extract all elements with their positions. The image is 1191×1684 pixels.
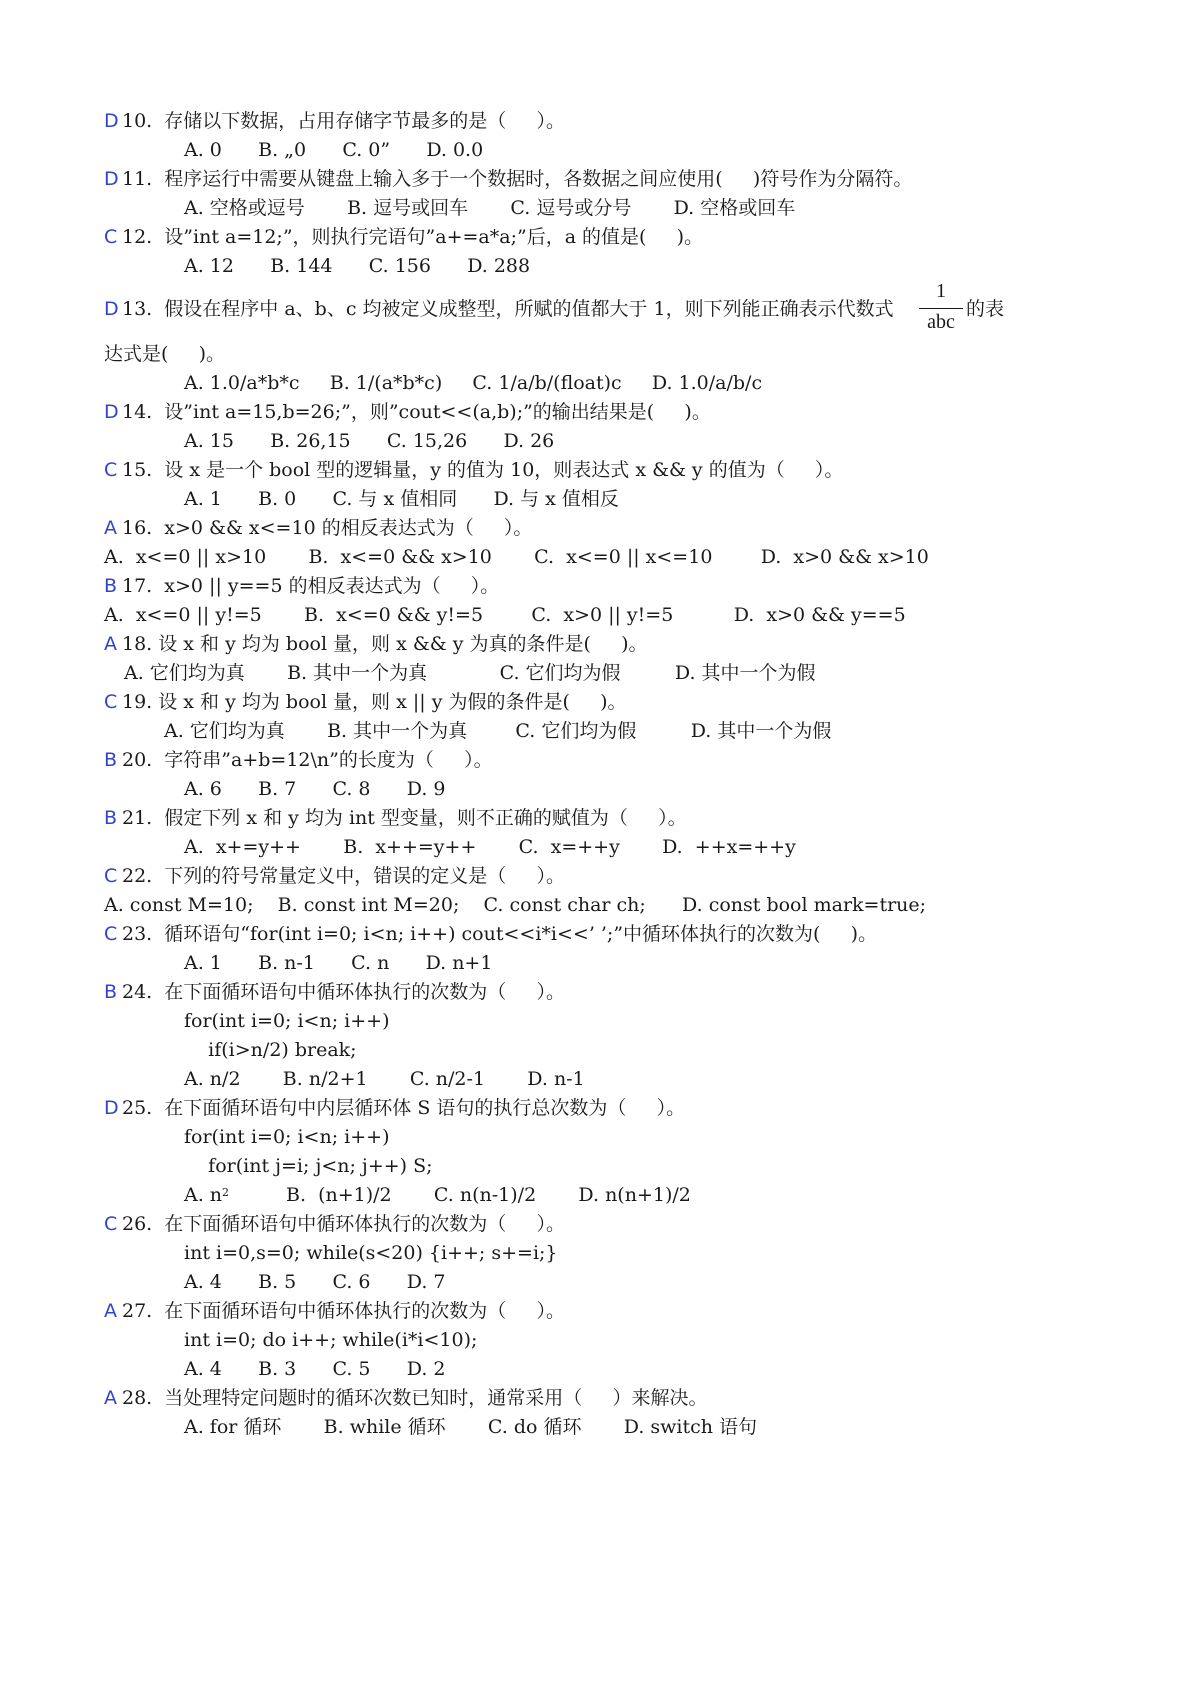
question-options: A. 空格或逗号 B. 逗号或回车 C. 逗号或分号 D. 空格或回车 [184, 197, 796, 219]
answer-key: C [104, 865, 118, 887]
question-options: A. x<=0 || x>10 B. x<=0 && x>10 C. x<=0 || x<=10 D. x>0 && x>10 [104, 546, 929, 568]
question-options: A. 0 B. „0 C. 0” D. 0.0 [184, 139, 484, 161]
fraction-numerator: 1 [936, 280, 946, 302]
answer-key: D [104, 110, 119, 132]
question-options: A. 1 B. 0 C. 与 x 值相同 D. 与 x 值相反 [184, 488, 619, 510]
answer-key: B [104, 575, 118, 597]
question-options: A. 4 B. 5 C. 6 D. 7 [184, 1271, 446, 1293]
question-stem: 17. x>0 || y==5 的相反表达式为（ ）。 [122, 575, 500, 597]
answer-key: C [104, 1213, 118, 1235]
answer-key: B [104, 807, 118, 829]
question-stem: 25. 在下面循环语句中内层循环体 S 语句的执行总次数为（ ）。 [122, 1097, 686, 1119]
answer-key: D [104, 298, 119, 320]
question-stem: 16. x>0 && x<=10 的相反表达式为（ ）。 [122, 517, 533, 539]
answer-key: A [104, 517, 117, 539]
answer-key: B [104, 981, 118, 1003]
question-stem: 23. 循环语句“for(int i=0; i<n; i++) cout<<i*i<<’ ’;”中循环体执行的次数为( )。 [122, 923, 878, 945]
code-line: for(int j=i; j<n; j++) S; [184, 1155, 433, 1177]
answer-key: D [104, 1097, 119, 1119]
question-stem-tail: 的表 [966, 298, 1005, 320]
question-options: A. const M=10; B. const int M=20; C. const char ch; D. const bool mark=true; [104, 894, 927, 916]
question-options: A. 12 B. 144 C. 156 D. 288 [184, 255, 531, 277]
question-stem: 20. 字符串”a+b=12\n”的长度为（ ）。 [122, 749, 493, 771]
question-stem: 11. 程序运行中需要从键盘上输入多于一个数据时，各数据之间应使用( )符号作为分隔符。 [122, 168, 913, 190]
question-stem: 10. 存储以下数据，占用存储字节最多的是（ ）。 [122, 110, 565, 132]
code-line: int i=0,s=0; while(s<20) {i++; s+=i;} [184, 1242, 558, 1264]
question-options: A. x<=0 || y!=5 B. x<=0 && y!=5 C. x>0 || y!=5 D. x>0 && y==5 [104, 604, 906, 626]
question-stem: 26. 在下面循环语句中循环体执行的次数为（ ）。 [122, 1213, 565, 1235]
answer-key: A [104, 1300, 117, 1322]
answer-key: A [104, 1387, 117, 1409]
fraction-bar [919, 308, 963, 309]
question-stem: 18. 设 x 和 y 均为 bool 量，则 x && y 为真的条件是( )。 [122, 633, 648, 655]
code-line: int i=0; do i++; while(i*i<10); [184, 1329, 478, 1351]
question-options: A. n/2 B. n/2+1 C. n/2-1 D. n-1 [184, 1068, 585, 1090]
question-options: B. (n+1)/2 C. n(n-1)/2 D. n(n+1)/2 [286, 1184, 691, 1206]
question-options: A. 15 B. 26,15 C. 15,26 D. 26 [184, 430, 555, 452]
question-options: A. 它们均为真 B. 其中一个为真 C. 它们均为假 D. 其中一个为假 [164, 720, 832, 742]
code-line: if(i>n/2) break; [184, 1039, 357, 1061]
question-options: A. for 循环 B. while 循环 C. do 循环 D. switch 语句 [184, 1416, 758, 1438]
answer-key: A [104, 633, 117, 655]
question-options: A. 它们均为真 B. 其中一个为真 C. 它们均为假 D. 其中一个为假 [124, 662, 816, 684]
answer-key: C [104, 459, 118, 481]
question-stem: 14. 设”int a=15,b=26;”，则”cout<<(a,b);”的输出结果是( )。 [122, 401, 711, 423]
code-line: for(int i=0; i<n; i++) [184, 1126, 390, 1148]
question-stem: 21. 假定下列 x 和 y 均为 int 型变量，则不正确的赋值为（ ）。 [122, 807, 687, 829]
answer-key: D [104, 401, 119, 423]
answer-key: D [104, 168, 119, 190]
question-stem: 12. 设”int a=12;”，则执行完语句”a+=a*a;”后，a 的值是( )。 [122, 226, 704, 248]
question-options: A. 4 B. 3 C. 5 D. 2 [184, 1358, 446, 1380]
answer-key: C [104, 923, 118, 945]
option-a: A. n [184, 1184, 223, 1206]
answer-key: C [104, 226, 118, 248]
question-options: A. x+=y++ B. x++=y++ C. x=++y D. ++x=++y [184, 836, 796, 858]
question-options: A. 1 B. n-1 C. n D. n+1 [184, 952, 493, 974]
question-stem: 24. 在下面循环语句中循环体执行的次数为（ ）。 [122, 981, 565, 1003]
question-stem: 27. 在下面循环语句中循环体执行的次数为（ ）。 [122, 1300, 565, 1322]
answer-key: B [104, 749, 118, 771]
question-stem: 19. 设 x 和 y 均为 bool 量，则 x || y 为假的条件是( )。 [122, 691, 627, 713]
answer-key: C [104, 691, 118, 713]
question-stem-continued: 达式是( )。 [104, 343, 226, 365]
fraction-denominator: abc [927, 311, 955, 333]
question-stem: 15. 设 x 是一个 bool 型的逻辑量，y 的值为 10，则表达式 x && y 的值为（ ）。 [122, 459, 844, 481]
question-options: A. 1.0/a*b*c B. 1/(a*b*c) C. 1/a/b/(float)c D. 1.0/a/b/c [184, 372, 763, 394]
question-options: A. 6 B. 7 C. 8 D. 9 [184, 778, 446, 800]
question-stem: 28. 当处理特定问题时的循环次数已知时，通常采用（ ）来解决。 [122, 1387, 708, 1409]
superscript: 2 [222, 1186, 229, 1199]
question-stem: 22. 下列的符号常量定义中，错误的定义是（ ）。 [122, 865, 565, 887]
code-line: for(int i=0; i<n; i++) [184, 1010, 390, 1032]
question-stem: 13. 假设在程序中 a、b、c 均被定义成整型，所赋的值都大于 1，则下列能正确表示代数式 [122, 298, 894, 320]
